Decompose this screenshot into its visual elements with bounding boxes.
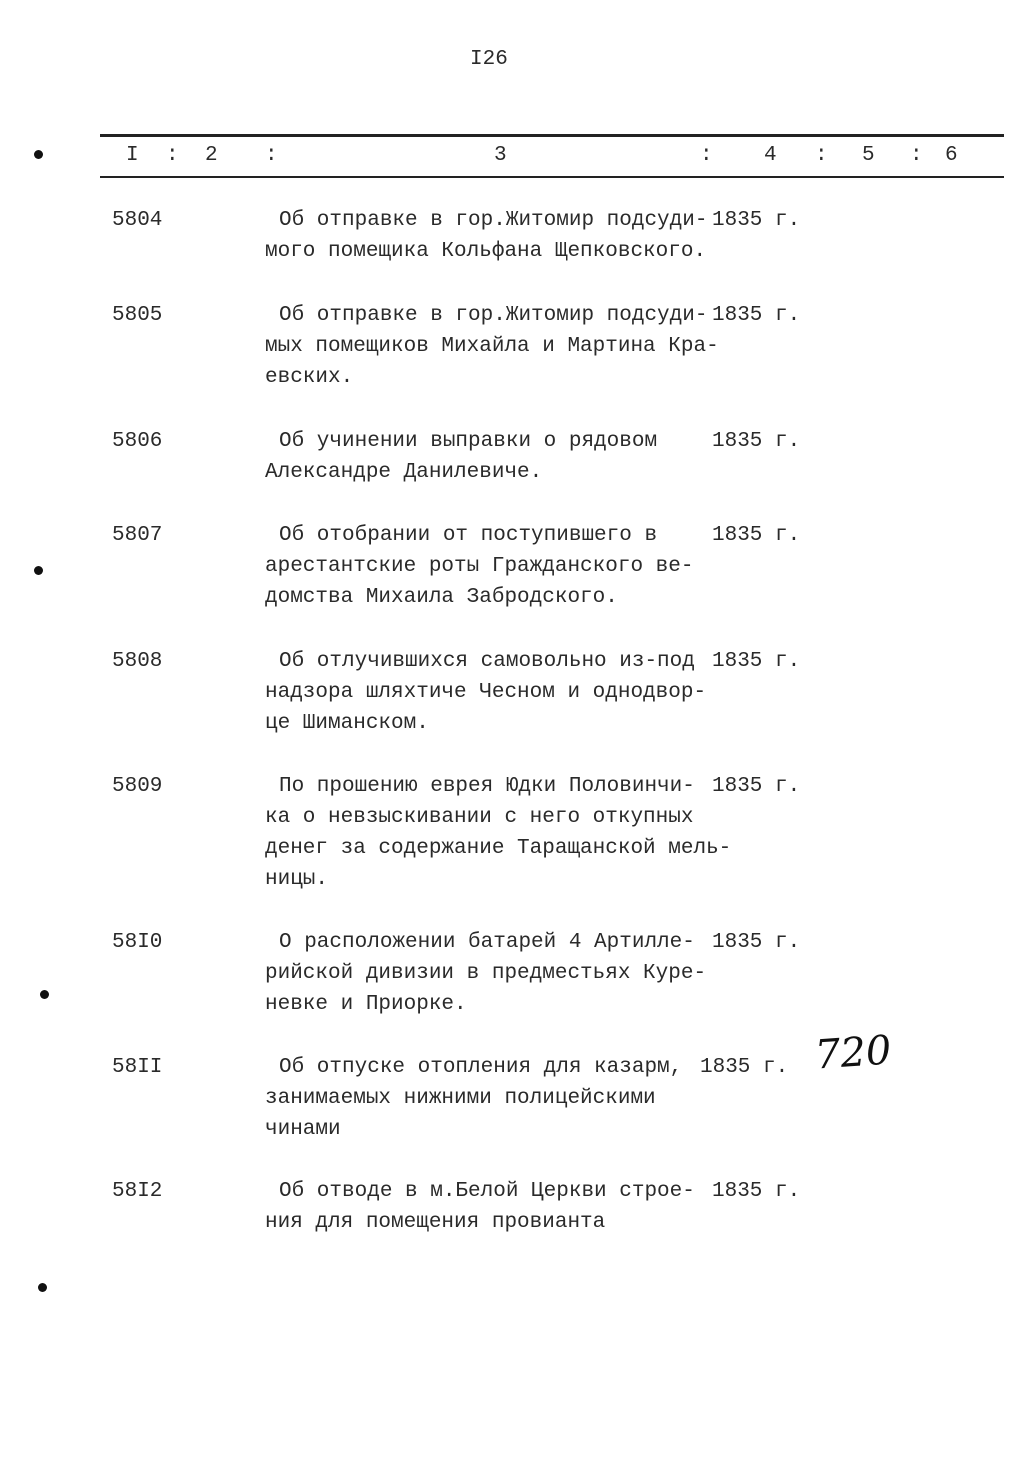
- column-header-2: 2: [205, 144, 218, 167]
- page-number: I26: [470, 48, 508, 71]
- entry-number: 5807: [112, 524, 163, 547]
- entry-title-line: мых помещиков Михайла и Мартина Кра-: [265, 335, 719, 358]
- binding-hole-mark: [34, 150, 43, 159]
- column-separator: :: [910, 144, 923, 167]
- entry-title-line: Об отпуске отопления для казарм,: [279, 1056, 683, 1079]
- binding-hole-mark: [34, 566, 43, 575]
- entry-number: 58I0: [112, 931, 163, 954]
- column-separator: :: [815, 144, 828, 167]
- entry-number: 5809: [112, 775, 163, 798]
- entry-title-line: занимаемых нижними полицейскими: [265, 1087, 656, 1110]
- entry-title-line: Об отводе в м.Белой Церкви строе-: [279, 1180, 695, 1203]
- entry-year: 1835 г.: [712, 931, 801, 954]
- entry-title: [265, 771, 731, 895]
- entry-title: [265, 646, 706, 739]
- entry-year: 1835 г.: [712, 650, 801, 673]
- entry-title-line: ницы.: [265, 868, 329, 891]
- column-separator: :: [700, 144, 713, 167]
- handwritten-number: 720: [813, 1027, 893, 1079]
- column-header-4: 4: [764, 144, 777, 167]
- entry-number: 5804: [112, 209, 163, 232]
- entry-title-line: ния для помещения провианта: [265, 1211, 606, 1234]
- entry-title-line: евских.: [265, 366, 354, 389]
- entry-number: 5806: [112, 430, 163, 453]
- entry-title-line: Об отправке в гор.Житомир подсуди-: [279, 304, 708, 327]
- entry-title-line: це Шиманском.: [265, 712, 429, 735]
- entry-title-line: домства Михаила Забродского.: [265, 586, 618, 609]
- entry-title-line: Об учинении выправки о рядовом: [279, 430, 658, 453]
- entry-title-line: ка о невзыскивании с него откупных: [265, 806, 694, 829]
- entry-title: [265, 1052, 682, 1145]
- binding-hole-mark: [38, 1283, 47, 1292]
- entry-title-line: О расположении батарей 4 Артилле-: [279, 931, 695, 954]
- entry-title: [265, 1176, 695, 1238]
- entry-year: 1835 г.: [712, 775, 801, 798]
- entry-title-line: рийской дивизии в предместьях Куре-: [265, 962, 707, 985]
- entry-title-line: арестантские роты Гражданского ве-: [265, 555, 694, 578]
- entry-title-line: чинами: [265, 1118, 341, 1141]
- header-top-rule: [100, 134, 1004, 137]
- entry-year: 1835 г.: [712, 430, 801, 453]
- column-separator: :: [265, 144, 278, 167]
- column-separator: :: [166, 144, 179, 167]
- column-header-5: 5: [862, 144, 875, 167]
- entry-title-line: Об отлучившихся самовольно из-под: [279, 650, 695, 673]
- entry-number: 58II: [112, 1056, 163, 1079]
- header-bottom-rule: [100, 176, 1004, 178]
- entry-year: 1835 г.: [700, 1056, 789, 1079]
- entry-title-line: Об отобрании от поступившего в: [279, 524, 658, 547]
- binding-hole-mark: [40, 990, 49, 999]
- entry-title: [265, 520, 693, 613]
- entry-number: 58I2: [112, 1180, 163, 1203]
- entry-year: 1835 г.: [712, 209, 801, 232]
- entry-title: [265, 300, 719, 393]
- entry-title-line: надзора шляхтиче Чесном и однодвор-: [265, 681, 707, 704]
- column-header-6: 6: [945, 144, 958, 167]
- entry-number: 5808: [112, 650, 163, 673]
- entry-title-line: невке и Приорке.: [265, 993, 467, 1016]
- column-header-1: I: [126, 144, 139, 167]
- entry-title-line: мого помещика Кольфана Щепковского.: [265, 240, 707, 263]
- entry-year: 1835 г.: [712, 1180, 801, 1203]
- entry-title: [265, 205, 707, 267]
- entry-title-line: денег за содержание Таращанской мель-: [265, 837, 732, 860]
- entry-title-line: По прошению еврея Юдки Половинчи-: [279, 775, 695, 798]
- entry-year: 1835 г.: [712, 524, 801, 547]
- entry-number: 5805: [112, 304, 163, 327]
- entry-year: 1835 г.: [712, 304, 801, 327]
- entry-title: [265, 426, 657, 488]
- column-header-3: 3: [494, 144, 507, 167]
- entry-title-line: Александре Данилевиче.: [265, 461, 543, 484]
- entry-title-line: Об отправке в гор.Житомир подсуди-: [279, 209, 708, 232]
- entry-title: [265, 927, 706, 1020]
